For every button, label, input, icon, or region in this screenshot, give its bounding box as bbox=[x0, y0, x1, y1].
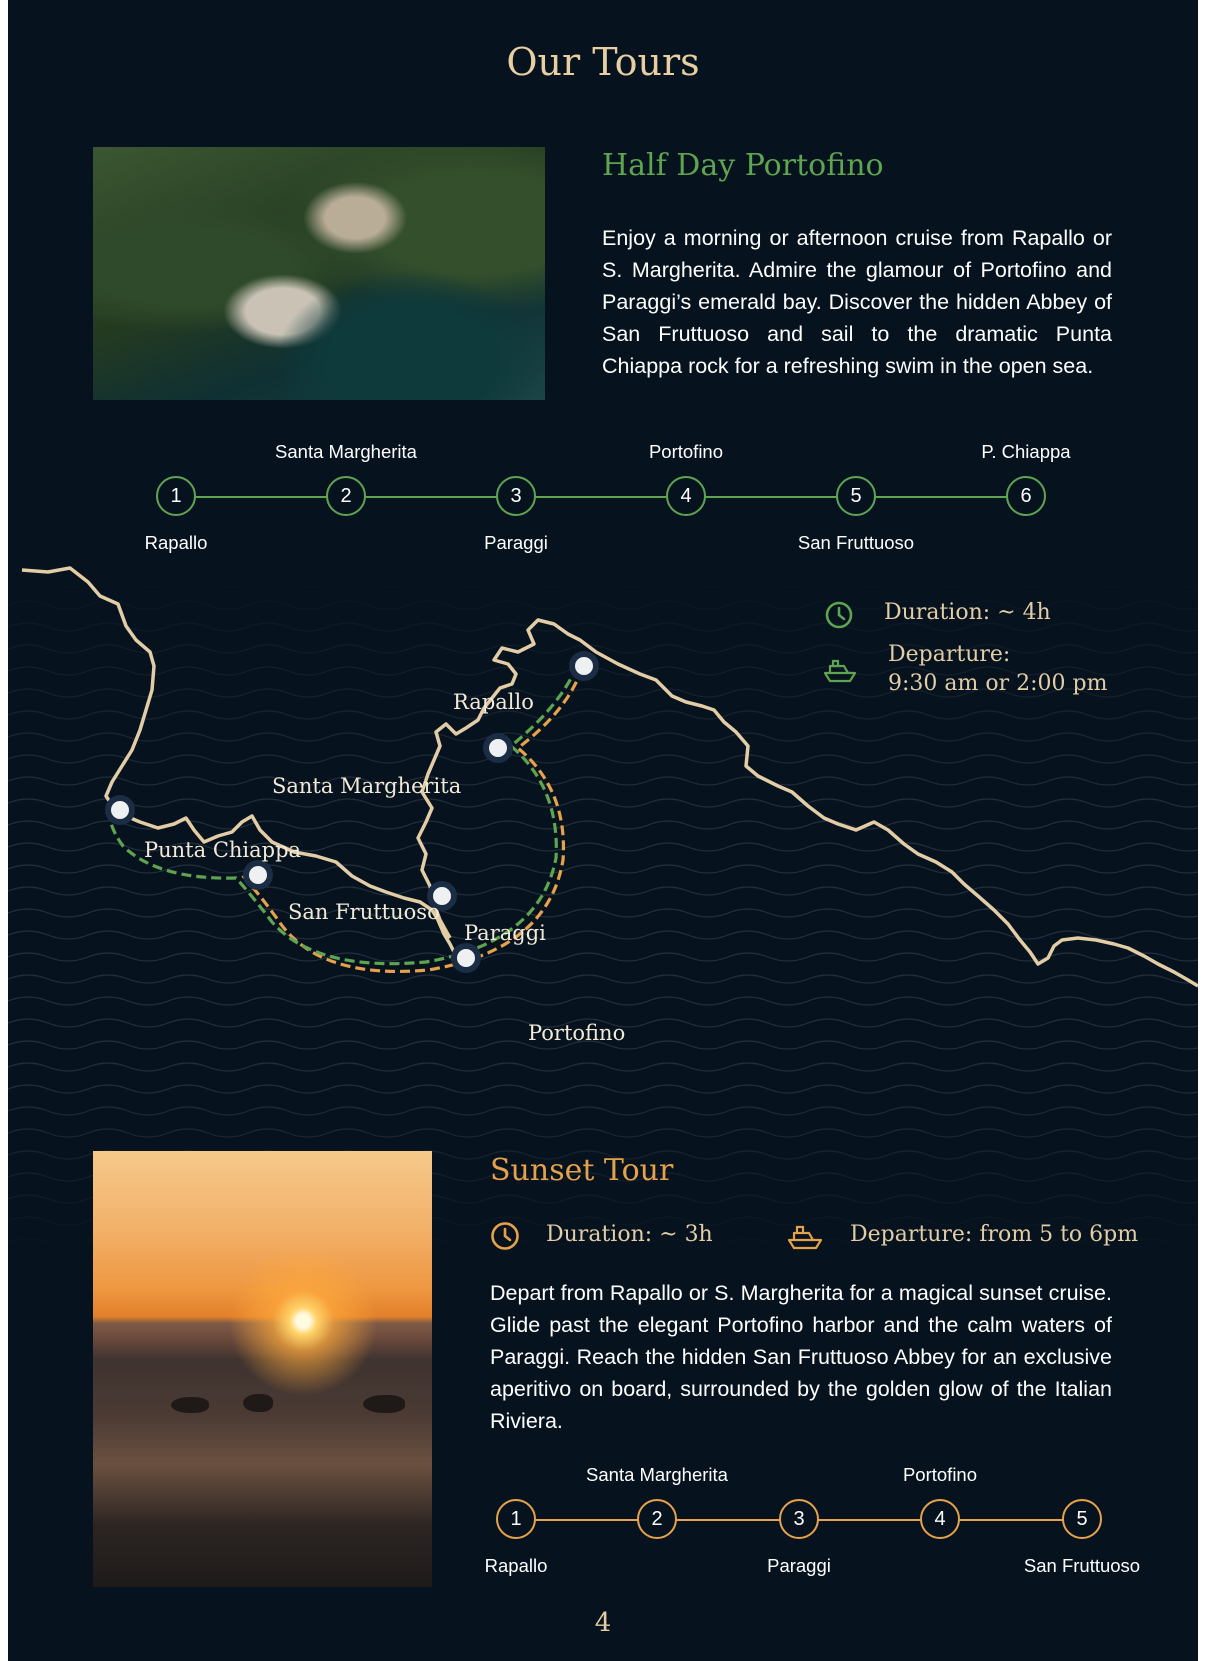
timeline-stop: 6 bbox=[1006, 476, 1046, 516]
timeline-stop: 1 bbox=[156, 476, 196, 516]
dolphin-fin bbox=[363, 1395, 405, 1413]
tour1-departure-label: Departure: bbox=[888, 642, 1011, 667]
san-fruttuoso-abbey-photo bbox=[93, 147, 545, 400]
map-label-paraggi: Paraggi bbox=[464, 921, 546, 945]
timeline-stop: 3 bbox=[496, 476, 536, 516]
stop-label: Portofino bbox=[648, 441, 724, 462]
coastline-west bbox=[22, 568, 454, 952]
tour2-description: Depart from Rapallo or S. Margherita for a magical sunset cruise. Glide past the elegant Portofino harbor and the calm waters of Paraggi. Reach the hidden San Fruttuoso Abbey for an exclusive aperitivo on board, surrounded by the golden glow of the Italian Riviera. bbox=[490, 1281, 1112, 1433]
boat-icon bbox=[786, 1222, 824, 1252]
marker-santa-margherita bbox=[486, 736, 510, 760]
boat-icon bbox=[822, 656, 858, 684]
page bbox=[8, 0, 1198, 1661]
tour2-duration: Duration: ~ 3h bbox=[546, 1222, 713, 1247]
marker-rapallo bbox=[572, 654, 596, 678]
map-label-punta-chiappa: Punta Chiappa bbox=[144, 838, 302, 862]
timeline-stop: 2 bbox=[637, 1499, 677, 1539]
map-label-santa-margherita: Santa Margherita bbox=[272, 774, 462, 798]
timeline-stop: 5 bbox=[836, 476, 876, 516]
tour1-duration: Duration: ~ 4h bbox=[884, 600, 1051, 625]
stop-label: San Fruttuoso bbox=[1023, 1555, 1141, 1576]
timeline-stop: 1 bbox=[496, 1499, 536, 1539]
dolphin-fin bbox=[171, 1397, 209, 1413]
route-map bbox=[8, 560, 1198, 1080]
stop-label: Paraggi bbox=[767, 1555, 831, 1576]
timeline-line bbox=[176, 496, 1026, 498]
stop-label: Rapallo bbox=[144, 532, 208, 553]
sunset-dolphins-photo bbox=[93, 1151, 432, 1587]
map-label-rapallo: Rapallo bbox=[453, 690, 534, 714]
stop-label: Portofino bbox=[902, 1464, 978, 1485]
timeline-stop: 2 bbox=[326, 476, 366, 516]
stop-label: Rapallo bbox=[484, 1555, 548, 1576]
tour1-description: Enjoy a morning or afternoon cruise from Rapallo or S. Margherita. Admire the glamour of Portofino and Paraggi’s emerald bay. Discover the hidden Abbey of San Fruttuoso and sail to the dramatic Punta Chiappa rock for a refreshing swim in the open sea. bbox=[602, 226, 1112, 378]
timeline-stop: 4 bbox=[920, 1499, 960, 1539]
clock-icon bbox=[489, 1220, 521, 1252]
marker-san-fruttuoso bbox=[246, 863, 270, 887]
timeline-stop: 3 bbox=[779, 1499, 819, 1539]
stop-label: P. Chiappa bbox=[981, 441, 1071, 462]
clock-icon bbox=[824, 600, 854, 630]
marker-punta-chiappa bbox=[108, 798, 132, 822]
tour2-departure: Departure: from 5 to 6pm bbox=[850, 1222, 1139, 1247]
timeline-stop: 5 bbox=[1062, 1499, 1102, 1539]
tour1-title: Half Day Portofino bbox=[602, 148, 884, 183]
stop-label: Santa Margherita bbox=[586, 1464, 728, 1485]
marker-portofino bbox=[454, 946, 478, 970]
timeline-stop: 4 bbox=[666, 476, 706, 516]
stop-label: Paraggi bbox=[484, 532, 548, 553]
tour1-departure-time: 9:30 am or 2:00 pm bbox=[888, 671, 1108, 696]
stop-label: Santa Margherita bbox=[275, 441, 417, 462]
page-title: Our Tours bbox=[506, 40, 700, 84]
tour2-title: Sunset Tour bbox=[490, 1153, 674, 1188]
stop-label: San Fruttuoso bbox=[797, 532, 915, 553]
page-number: 4 bbox=[594, 1608, 612, 1638]
dolphin-fin bbox=[243, 1394, 273, 1412]
map-label-portofino: Portofino bbox=[528, 1021, 626, 1045]
map-label-san-fruttuoso: San Fruttuoso bbox=[288, 900, 440, 924]
